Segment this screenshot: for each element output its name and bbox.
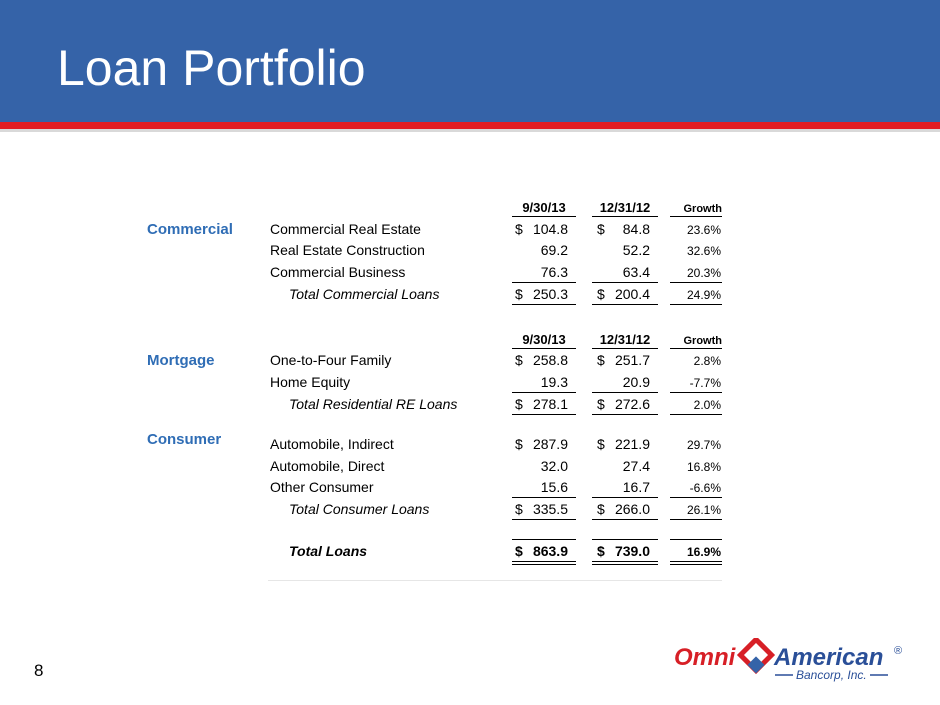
header-underline — [670, 216, 722, 217]
header-underline — [592, 216, 658, 217]
dollar-sign: $ — [597, 352, 605, 368]
growth-value: 2.8% — [693, 354, 721, 368]
row-label: Total Residential RE Loans — [289, 396, 458, 412]
dollar-sign: $ — [515, 221, 523, 237]
row-label: Total Loans — [289, 543, 368, 559]
subtotal-rule — [512, 392, 576, 393]
growth-value: -7.7% — [689, 376, 721, 390]
column-header-growth: Growth — [683, 203, 722, 215]
column-header-growth: Growth — [683, 335, 722, 347]
value-9-30-13: 19.3 — [540, 374, 568, 390]
subtotal-rule — [512, 304, 576, 305]
subtotal-rule — [592, 304, 658, 305]
subtotal-rule — [512, 497, 576, 498]
row-label: Total Consumer Loans — [289, 501, 430, 517]
double-underline — [670, 561, 722, 562]
dollar-sign: $ — [515, 543, 523, 559]
subtotal-rule — [592, 519, 658, 520]
value-12-31-12: 739.0 — [614, 543, 650, 559]
value-9-30-13: 104.8 — [532, 221, 568, 237]
value-12-31-12: 272.6 — [614, 396, 650, 412]
value-9-30-13: 278.1 — [532, 396, 568, 412]
value-12-31-12: 200.4 — [614, 286, 650, 302]
dollar-sign: $ — [597, 501, 605, 517]
row-label: One-to-Four Family — [270, 352, 392, 368]
header-underline — [512, 216, 576, 217]
title-bar-shadow — [0, 129, 940, 132]
value-12-31-12: 221.9 — [614, 436, 650, 452]
column-header-12-31-12: 12/31/12 — [599, 332, 651, 347]
row-label: Commercial Real Estate — [270, 221, 421, 237]
double-underline — [670, 564, 722, 565]
value-12-31-12: 16.7 — [622, 479, 650, 495]
subtotal-rule — [670, 304, 722, 305]
growth-value: 20.3% — [686, 266, 721, 280]
value-9-30-13: 69.2 — [540, 242, 568, 258]
column-header-12-31-12: 12/31/12 — [599, 200, 651, 215]
subtotal-rule — [592, 414, 658, 415]
dollar-sign: $ — [515, 396, 523, 412]
subtotal-rule — [670, 519, 722, 520]
double-underline — [592, 561, 658, 562]
subtotal-rule — [592, 497, 658, 498]
slide-title: Loan Portfolio — [57, 40, 366, 96]
header-underline — [670, 348, 722, 349]
title-bar-red-rule — [0, 122, 940, 129]
subtotal-rule — [512, 414, 576, 415]
row-label: Automobile, Indirect — [270, 436, 394, 452]
row-label: Commercial Business — [270, 264, 406, 280]
logo-word-american: American — [774, 644, 884, 671]
omniamerican-logo-mark — [672, 638, 908, 684]
growth-value: 16.9% — [686, 545, 721, 559]
header-underline — [512, 348, 576, 349]
section-mortgage: Mortgage — [147, 352, 215, 369]
value-9-30-13: 863.9 — [532, 543, 568, 559]
growth-value: 23.6% — [686, 223, 721, 237]
dollar-sign: $ — [515, 352, 523, 368]
company-logo — [672, 638, 908, 684]
dollar-sign: $ — [515, 501, 523, 517]
value-12-31-12: 266.0 — [614, 501, 650, 517]
row-label: Real Estate Construction — [270, 242, 425, 258]
value-9-30-13: 32.0 — [540, 458, 568, 474]
subtotal-rule — [670, 497, 722, 498]
double-underline — [512, 564, 576, 565]
value-9-30-13: 287.9 — [532, 436, 568, 452]
dollar-sign: $ — [597, 396, 605, 412]
logo-registered-mark: ® — [894, 645, 903, 657]
row-label: Automobile, Direct — [270, 458, 385, 474]
growth-value: 2.0% — [693, 398, 721, 412]
row-label: Total Commercial Loans — [289, 286, 440, 302]
value-12-31-12: 52.2 — [622, 242, 650, 258]
page-number: 8 — [34, 661, 44, 680]
dollar-sign: $ — [597, 543, 605, 559]
header-underline — [592, 348, 658, 349]
total-top-rule — [512, 539, 576, 540]
row-label: Other Consumer — [270, 479, 374, 495]
subtotal-rule — [670, 392, 722, 393]
dollar-sign: $ — [597, 436, 605, 452]
dollar-sign: $ — [597, 221, 605, 237]
logo-diamond-icon — [739, 639, 773, 673]
subtotal-rule — [512, 519, 576, 520]
column-header-9-30-13: 9/30/13 — [522, 200, 566, 215]
double-underline — [512, 561, 576, 562]
dollar-sign: $ — [515, 436, 523, 452]
total-top-rule — [670, 539, 722, 540]
table-bottom-edge — [268, 580, 722, 581]
growth-value: 24.9% — [686, 288, 721, 302]
column-header-9-30-13: 9/30/13 — [522, 332, 566, 347]
double-underline — [592, 564, 658, 565]
value-12-31-12: 20.9 — [622, 374, 650, 390]
value-9-30-13: 76.3 — [540, 264, 568, 280]
value-9-30-13: 335.5 — [532, 501, 568, 517]
value-12-31-12: 251.7 — [614, 352, 650, 368]
value-9-30-13: 250.3 — [532, 286, 568, 302]
subtotal-rule — [592, 282, 658, 283]
subtotal-rule — [670, 282, 722, 283]
logo-subtitle: Bancorp, Inc. — [796, 668, 867, 682]
section-commercial: Commercial — [147, 221, 233, 238]
value-12-31-12: 84.8 — [622, 221, 650, 237]
subtotal-rule — [670, 414, 722, 415]
value-9-30-13: 258.8 — [532, 352, 568, 368]
value-9-30-13: 15.6 — [540, 479, 568, 495]
subtotal-rule — [512, 282, 576, 283]
section-consumer: Consumer — [147, 431, 222, 448]
total-top-rule — [592, 539, 658, 540]
value-12-31-12: 63.4 — [622, 264, 650, 280]
growth-value: 29.7% — [686, 438, 721, 452]
growth-value: 32.6% — [686, 244, 721, 258]
dollar-sign: $ — [515, 286, 523, 302]
value-12-31-12: 27.4 — [622, 458, 650, 474]
dollar-sign: $ — [597, 286, 605, 302]
growth-value: 26.1% — [686, 503, 721, 517]
growth-value: -6.6% — [689, 481, 721, 495]
subtotal-rule — [592, 392, 658, 393]
row-label: Home Equity — [270, 374, 351, 390]
growth-value: 16.8% — [686, 460, 721, 474]
logo-word-omni: Omni — [674, 644, 736, 671]
